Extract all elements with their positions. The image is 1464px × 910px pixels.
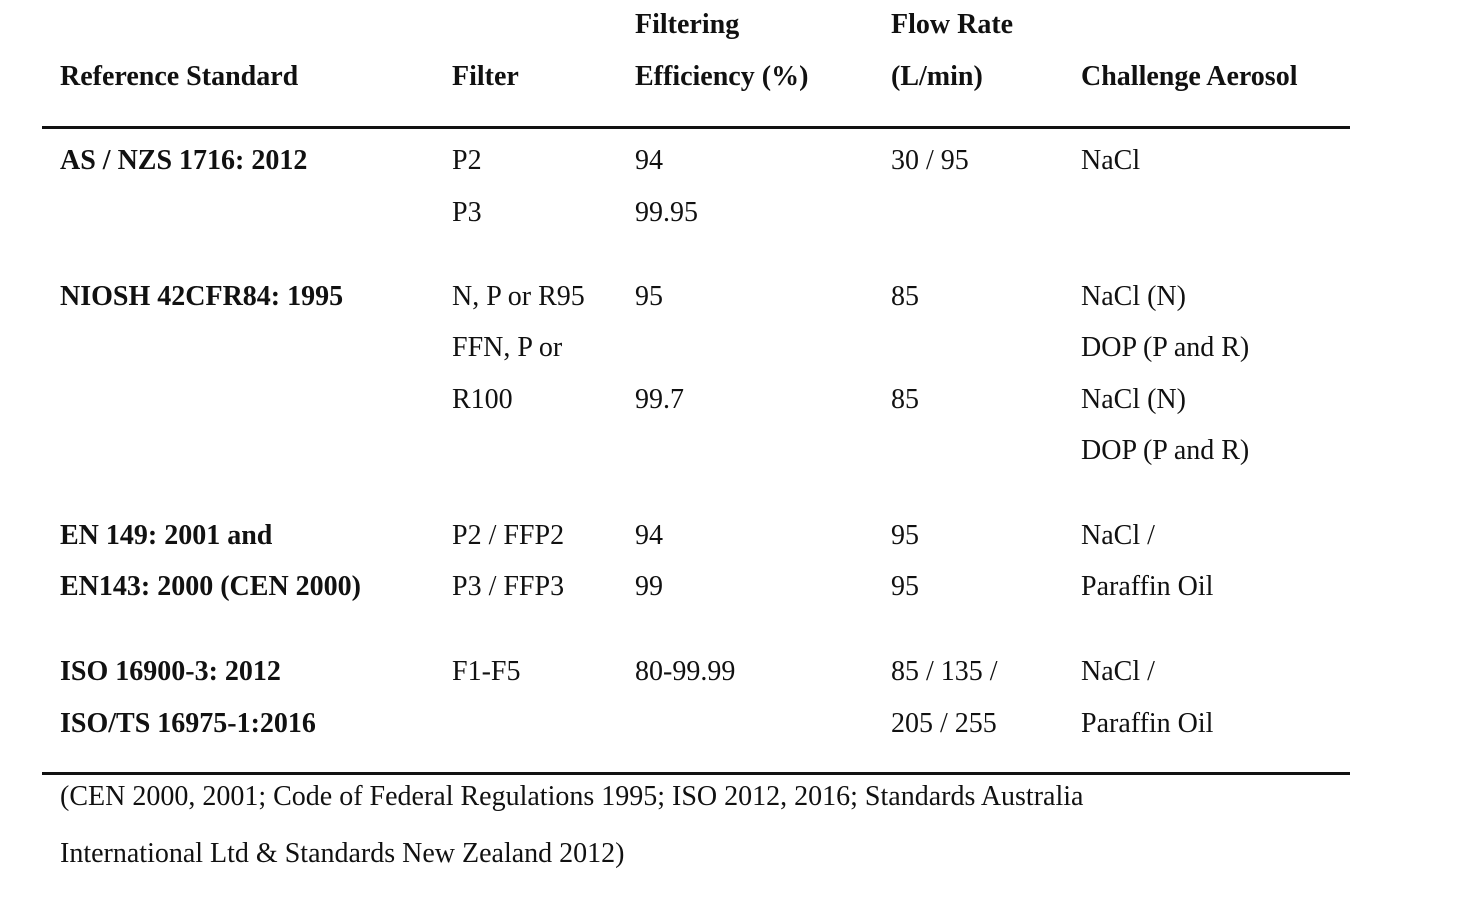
row1-flow-rate: 30 / 95 bbox=[891, 145, 969, 176]
row2-efficiency: 95 bbox=[635, 281, 663, 312]
row2-efficiency: 99.7 bbox=[635, 384, 684, 415]
row3-standard: EN143: 2000 (CEN 2000) bbox=[60, 571, 361, 602]
row4-standard: ISO 16900-3: 2012 bbox=[60, 656, 281, 687]
footnote-citation: International Ltd & Standards New Zealand 2012) bbox=[60, 838, 625, 869]
row4-efficiency: 80-99.99 bbox=[635, 656, 736, 687]
row2-aerosol: NaCl (N) bbox=[1081, 281, 1186, 312]
row3-efficiency: 94 bbox=[635, 520, 663, 551]
header-rule bbox=[42, 126, 1350, 129]
row2-flow-rate: 85 bbox=[891, 281, 919, 312]
row3-filter: P2 / FFP2 bbox=[452, 520, 565, 551]
header-filtering-efficiency-line2: Efficiency (%) bbox=[635, 61, 809, 92]
row4-flow-rate: 85 / 135 / bbox=[891, 656, 998, 687]
row4-standard: ISO/TS 16975-1:2016 bbox=[60, 708, 316, 739]
row2-flow-rate: 85 bbox=[891, 384, 919, 415]
row1-efficiency: 99.95 bbox=[635, 197, 698, 228]
row2-aerosol: NaCl (N) bbox=[1081, 384, 1186, 415]
row2-standard: NIOSH 42CFR84: 1995 bbox=[60, 281, 344, 312]
header-reference-standard: Reference Standard bbox=[60, 61, 299, 92]
row4-aerosol: Paraffin Oil bbox=[1081, 708, 1214, 739]
row3-standard: EN 149: 2001 and bbox=[60, 520, 273, 551]
row3-aerosol: NaCl / bbox=[1081, 520, 1155, 551]
row3-flow-rate: 95 bbox=[891, 571, 919, 602]
row1-efficiency: 94 bbox=[635, 145, 663, 176]
row1-filter: P3 bbox=[452, 197, 482, 228]
row1-aerosol: NaCl bbox=[1081, 145, 1141, 176]
row2-filter: N, P or R95 bbox=[452, 281, 585, 312]
row3-efficiency: 99 bbox=[635, 571, 663, 602]
footnote-citation: (CEN 2000, 2001; Code of Federal Regulations 1995; ISO 2012, 2016; Standards Australia bbox=[60, 781, 1084, 812]
row2-aerosol: DOP (P and R) bbox=[1081, 435, 1250, 466]
row2-aerosol: DOP (P and R) bbox=[1081, 332, 1250, 363]
header-filtering-efficiency-line1: Filtering bbox=[635, 9, 740, 40]
header-challenge-aerosol: Challenge Aerosol bbox=[1081, 61, 1298, 92]
header-flow-rate-line1: Flow Rate bbox=[891, 9, 1014, 40]
header-filter: Filter bbox=[452, 61, 519, 92]
row3-flow-rate: 95 bbox=[891, 520, 919, 551]
row4-flow-rate: 205 / 255 bbox=[891, 708, 997, 739]
row1-filter: P2 bbox=[452, 145, 482, 176]
row1-standard: AS / NZS 1716: 2012 bbox=[60, 145, 308, 176]
row2-filter: FFN, P or bbox=[452, 332, 563, 363]
row2-filter: R100 bbox=[452, 384, 513, 415]
header-flow-rate-line2: (L/min) bbox=[891, 61, 983, 92]
row3-aerosol: Paraffin Oil bbox=[1081, 571, 1214, 602]
footer-rule bbox=[42, 772, 1350, 775]
row3-filter: P3 / FFP3 bbox=[452, 571, 565, 602]
row4-filter: F1-F5 bbox=[452, 656, 521, 687]
row4-aerosol: NaCl / bbox=[1081, 656, 1155, 687]
